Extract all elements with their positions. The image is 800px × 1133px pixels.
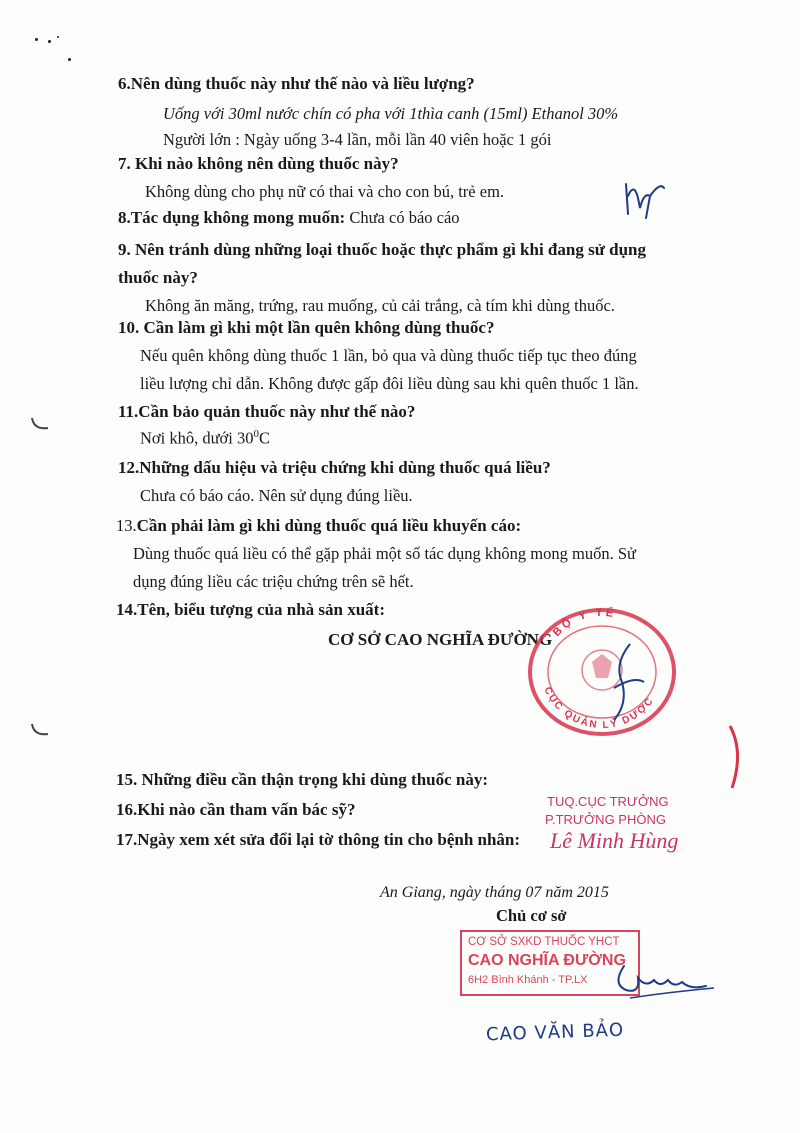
company-stamp-line-3: 6H2 Bình Khánh - TP.LX [468, 974, 588, 986]
section-15-heading: 15. Những điều cần thận trọng khi dùng thuốc này: [116, 770, 489, 789]
section-12-heading: 12.Những dấu hiệu và triệu chứng khi dùng thuốc quá liều? [118, 458, 551, 477]
red-stamp-edge-fragment [722, 722, 752, 792]
section-16-heading: 16.Khi nào cần tham vấn bác sỹ? [116, 800, 356, 819]
signoff-title: Chủ cơ sở [496, 906, 567, 925]
section-12-line-1: Chưa có báo cáo. Nên sử dụng đúng liều. [140, 486, 413, 505]
manufacturer-name: CƠ SỞ CAO NGHĨA ĐƯỜNG [328, 630, 553, 649]
storage-degree: 0 [253, 428, 259, 440]
section-13-line-2: dụng đúng liều các triệu chứng trên sẽ hết. [133, 572, 414, 591]
approval-line-2: P.TRƯỞNG PHÒNG [545, 812, 666, 827]
handwritten-initials [620, 178, 670, 222]
section-8-heading: 8.Tác dụng không mong muốn: [118, 208, 346, 227]
section-9-heading-continued: thuốc này? [118, 268, 198, 287]
section-8-text: Chưa có báo cáo [345, 208, 460, 227]
section-13-line-1: Dùng thuốc quá liều có thể gặp phải một số tác dụng không mong muốn. Sử [133, 544, 636, 563]
punch-hole-mark [28, 412, 52, 436]
owner-signature [610, 958, 720, 1004]
scan-speck [35, 38, 38, 41]
section-10-line-1: Nếu quên không dùng thuốc 1 lần, bỏ qua và dùng thuốc tiếp tục theo đúng [140, 346, 637, 365]
scan-speck [57, 36, 59, 38]
section-9-line-1: Không ăn măng, trứng, rau muống, củ cải trắng, cà tím khi dùng thuốc. [145, 296, 615, 315]
approval-signer: Lê Minh Hùng [550, 828, 679, 853]
section-10-line-2: liều lượng chỉ dẫn. Không được gấp đôi liều dùng sau khi quên thuốc 1 lần. [140, 374, 639, 393]
seal-top-text: BỘ Y TẾ [550, 606, 617, 639]
section-7-line-1: Không dùng cho phụ nữ có thai và cho con bú, trẻ em. [145, 182, 505, 201]
company-stamp-line-1: CƠ SỞ SXKD THUỐC YHCT [468, 936, 620, 948]
section-6-heading: 6.Nên dùng thuốc này như thế nào và liều lượng? [118, 74, 475, 93]
scan-speck [68, 58, 71, 61]
section-13-number: 13. [116, 516, 137, 535]
handwritten-name: CAO VĂN BẢO [485, 1019, 625, 1046]
ministry-round-seal [518, 604, 684, 738]
section-8-row [118, 208, 460, 228]
section-10-heading: 10. Cần làm gì khi một lần quên không dùng thuốc? [118, 318, 495, 337]
section-11-line-1 [140, 428, 270, 449]
storage-text: Nơi khô, dưới 30 [140, 428, 254, 448]
section-13-row [116, 516, 521, 536]
section-9-heading: 9. Nên tránh dùng những loại thuốc hoặc thực phẩm gì khi đang sử dụng [118, 240, 647, 259]
company-stamp-line-2: CAO NGHĨA ĐƯỜNG [468, 952, 626, 969]
section-6-line-1: Uống với 30ml nước chín có pha với 1thìa canh (15ml) Ethanol 30% [163, 104, 619, 123]
approval-line-1: TUQ.CỤC TRƯỞNG [547, 794, 669, 809]
section-17-heading: 17.Ngày xem xét sửa đổi lại tờ thông tin cho bệnh nhân: [116, 830, 521, 849]
seal-bottom-text: CỤC QUẢN LÝ DƯỢC [541, 685, 657, 732]
scan-speck [48, 40, 51, 43]
section-7-heading: 7. Khi nào không nên dùng thuốc này? [118, 154, 399, 173]
svg-text:BỘ Y TẾ [551, 606, 617, 639]
storage-unit: C [258, 428, 270, 448]
section-11-heading: 11.Cần bảo quản thuốc này như thế nào? [118, 402, 416, 421]
section-6-line-2: Người lớn : Ngày uống 3-4 lần, mỗi lần 40 viên hoặc 1 gói [163, 130, 552, 149]
punch-hole-mark [28, 718, 52, 742]
place-date: An Giang, ngày tháng 07 năm 2015 [380, 884, 609, 901]
section-14-heading: 14.Tên, biểu tượng của nhà sản xuất: [116, 600, 386, 619]
section-13-heading: Cần phải làm gì khi dùng thuốc quá liều khuyến cáo: [136, 516, 522, 535]
